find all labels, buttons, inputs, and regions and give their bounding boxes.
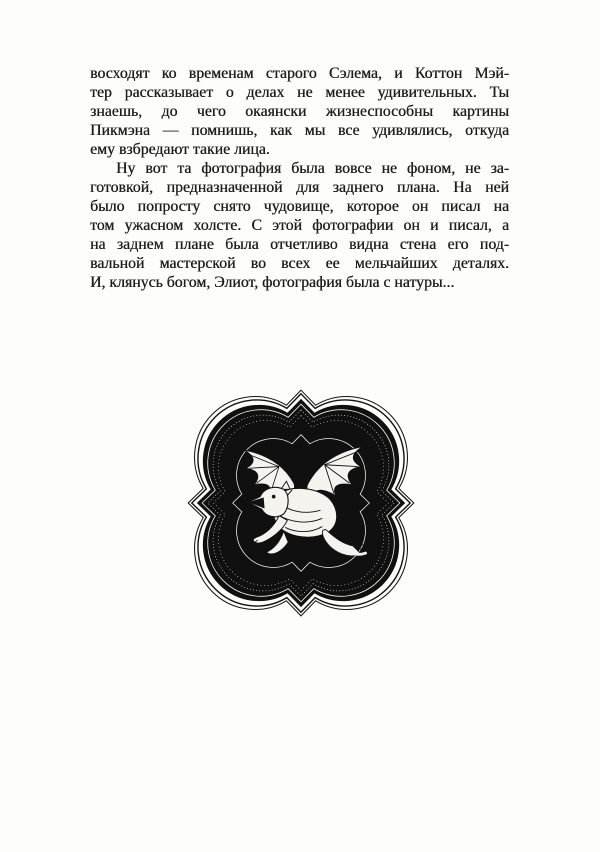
body-text bbox=[90, 64, 509, 292]
paragraph bbox=[90, 64, 509, 159]
text-line: том ужасном холсте. С этой фотографии он и писал, а bbox=[90, 217, 509, 234]
winged-ghoul-quatrefoil-medallion-icon bbox=[186, 388, 416, 618]
text-line: было попросту снято чудовище, которое он писал на bbox=[90, 198, 509, 215]
text-line: восходят ко временам старого Сэлема, и Коттон Мэй- bbox=[90, 65, 509, 82]
text-line: на заднем плане была отчетливо видна стена его под- bbox=[90, 236, 509, 253]
text-line: знаешь, до чего окаянски жизнеспособны картины bbox=[90, 103, 509, 120]
text-line: И, клянусь богом, Элиот, фотография была с натуры... bbox=[90, 274, 455, 291]
text-line: Пикмэна — помнишь, как мы все удивлялись, откуда bbox=[90, 122, 509, 139]
text-line: тер рассказывает о делах не менее удивительных. Ты bbox=[90, 84, 509, 101]
paragraph bbox=[90, 159, 509, 292]
text-line: Ну вот та фотография была вовсе не фоном, не за- bbox=[116, 160, 509, 177]
text-line: вальной мастерской во всех ее мельчайших деталях. bbox=[90, 255, 509, 272]
text-line: готовкой, предназначенной для заднего плана. На ней bbox=[90, 179, 509, 196]
text-line: ему взбредают такие лица. bbox=[90, 141, 270, 158]
